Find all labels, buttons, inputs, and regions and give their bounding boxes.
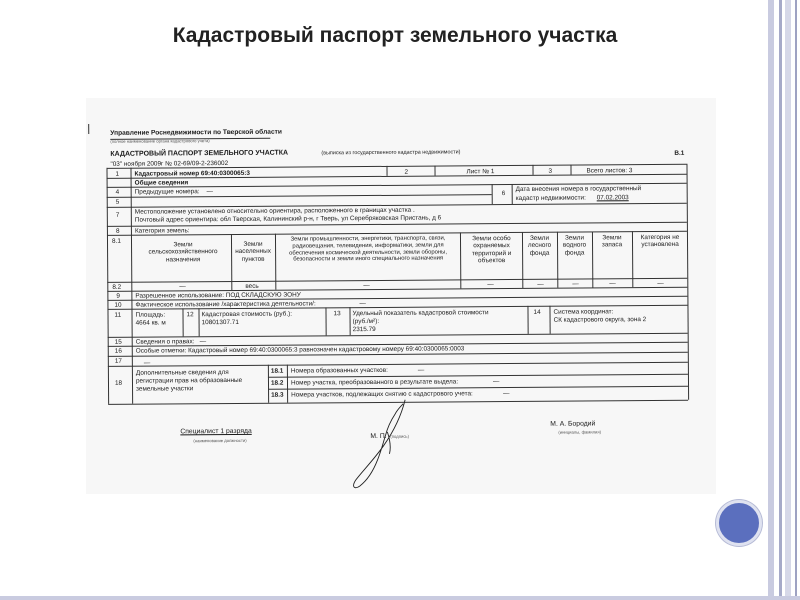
location-description: Местоположение установлено относительно ориентира, расположенного в границах участка . bbox=[134, 206, 415, 216]
slide-nav-button[interactable] bbox=[716, 500, 762, 546]
category-industry: Земли промышленности, энергетики, транспорта, связи, радиовещания, телевидения, информатики, земли для обеспечения космической деятельности, земли обороны, безопасности и земли иного специального назначения bbox=[289, 235, 448, 263]
additional-info: регистрации прав на образованные bbox=[135, 376, 243, 385]
margin-mark bbox=[88, 124, 89, 134]
coordinate-system: СК кадастрового округа, зона 2 bbox=[553, 316, 647, 324]
category-not-set: Категория не установлена bbox=[640, 233, 680, 249]
land-category-label: Категория земель: bbox=[134, 227, 190, 235]
row-number: 18.1 bbox=[270, 367, 284, 375]
category-forest: Земли лесного фонда bbox=[527, 234, 552, 257]
row-number: 14 bbox=[533, 308, 541, 316]
row-number: 11 bbox=[114, 311, 122, 319]
heading-note: (выписка из государственного кадастра недвижимости) bbox=[321, 149, 461, 157]
row-number: 6 bbox=[501, 190, 506, 198]
registration-date: 07.02.2003 bbox=[596, 194, 629, 202]
area-label: Площадь: bbox=[135, 311, 166, 319]
actual-use-value: — bbox=[359, 300, 366, 308]
slide-title: Кадастровый паспорт земельного участка bbox=[172, 24, 618, 47]
rights-info-value: — bbox=[199, 338, 207, 346]
row-number: 16 bbox=[114, 347, 122, 355]
category-value: — bbox=[537, 280, 544, 288]
category-water: Земли водного фонда bbox=[562, 234, 587, 257]
general-section: Общие сведения bbox=[134, 179, 189, 187]
scanned-document bbox=[86, 98, 716, 494]
position-note: (наименование должности) bbox=[193, 437, 247, 444]
specific-value-unit: (руб./м²): bbox=[352, 317, 380, 326]
agency-name: Управление Роснедвижимости по Тверской области bbox=[110, 128, 282, 137]
category-value: — bbox=[363, 282, 370, 290]
row-number: 17 bbox=[114, 357, 122, 365]
row-number: 2 bbox=[404, 168, 409, 176]
category-agricultural: Земли сельскохозяйственного назначения bbox=[148, 241, 218, 264]
row-number: 15 bbox=[114, 338, 122, 346]
category-reserve: Земли запаса bbox=[601, 234, 623, 249]
area-value: 4664 кв. м bbox=[135, 319, 166, 327]
permitted-use: Разрешенное использование: ПОД СКЛАДСКУЮ ЗОНУ bbox=[135, 291, 301, 300]
form-code: В.1 bbox=[674, 149, 685, 157]
category-protected: Земли особо охраняемых территорий и объектов bbox=[471, 235, 512, 265]
row-number: 18 bbox=[114, 379, 123, 387]
actual-use: Фактическое использование /характеристика деятельности/: bbox=[135, 300, 316, 309]
specific-value: 2315.79 bbox=[352, 325, 376, 334]
registration-date-label: кадастр недвижимости: bbox=[515, 194, 586, 203]
transformed-plot: Номер участка, преобразованного в результате выдела: bbox=[290, 378, 459, 387]
specialist-position: Специалист 1 разряда bbox=[180, 427, 252, 436]
signature-note: (подпись) bbox=[390, 433, 410, 439]
row-number: 3 bbox=[548, 167, 553, 175]
cadastral-number: Кадастровый номер 69:40:0300065:3 bbox=[134, 169, 250, 178]
row-number: 10 bbox=[114, 301, 122, 309]
decorative-border bbox=[766, 0, 800, 600]
removed-plots: Номера участков, подлежащих снятию с кадастрового учета: bbox=[291, 390, 473, 399]
previous-numbers-value: — bbox=[206, 188, 214, 196]
name-note: (инициалы, фамилия) bbox=[558, 429, 602, 435]
border-stripe bbox=[779, 0, 782, 600]
transformed-plot-value: — bbox=[492, 378, 500, 386]
category-value: — bbox=[487, 281, 494, 289]
category-settlements: Земли населенных пунктов bbox=[235, 240, 271, 263]
document-date: "03" ноября 2009г № 02-69/09-2-236002 bbox=[110, 160, 229, 168]
registration-date-label: Дата внесения номера в государственный bbox=[515, 185, 642, 194]
row-number: 8.2 bbox=[112, 283, 122, 291]
row-number: 13 bbox=[333, 310, 341, 318]
row-number: 18.3 bbox=[271, 391, 284, 399]
agency-note: (полное наименование органа кадастрового учета) bbox=[110, 138, 210, 144]
formed-plots: Номера образованных участков: bbox=[290, 366, 388, 375]
handwritten-signature bbox=[343, 396, 424, 493]
row-number: 8.1 bbox=[111, 237, 121, 245]
border-stripe bbox=[785, 0, 791, 600]
previous-numbers: Предыдущие номера: bbox=[134, 188, 200, 196]
row-number: 5 bbox=[115, 198, 120, 206]
cadastral-value: 10801307.71 bbox=[201, 318, 239, 327]
coordinate-system-label: Система координат: bbox=[553, 308, 614, 316]
total-sheets: Всего листов: 3 bbox=[586, 167, 633, 175]
official-name: М. А. Бородий bbox=[550, 420, 596, 428]
category-value: — bbox=[179, 283, 186, 291]
row-number: 18.2 bbox=[270, 379, 284, 387]
specific-value-label: Удельный показатель кадастровой стоимости bbox=[352, 309, 489, 318]
row-number: 7 bbox=[115, 211, 120, 219]
border-stripe bbox=[768, 0, 774, 600]
row-number: 12 bbox=[186, 311, 194, 319]
row-number: 1 bbox=[115, 170, 120, 178]
category-value: — bbox=[572, 280, 579, 288]
category-value: — bbox=[657, 279, 664, 288]
row-number: 9 bbox=[116, 292, 120, 300]
document-heading: КАДАСТРОВЫЙ ПАСПОРТ ЗЕМЕЛЬНОГО УЧАСТКА bbox=[110, 149, 289, 158]
additional-info: Дополнительные сведения для bbox=[135, 369, 229, 377]
cadastral-value-label: Кадастровая стоимость (руб.): bbox=[201, 310, 293, 319]
cadastral-passport bbox=[86, 94, 719, 494]
row-number: 4 bbox=[115, 188, 120, 196]
special-notes: Особые отметки: Кадастровый номер 69:40:0300065:3 равнозначен кадастровому номеру 69:40:0300065:0003 bbox=[135, 345, 465, 355]
sheet-number: Лист № 1 bbox=[466, 168, 495, 176]
category-value: — bbox=[609, 280, 616, 288]
category-value-settlements: весь bbox=[245, 282, 259, 290]
row17-value: — bbox=[143, 359, 151, 367]
removed-plots-value: — bbox=[503, 390, 510, 398]
stamp-mark: М. П. bbox=[370, 432, 387, 441]
additional-info: земельные участки bbox=[136, 385, 194, 393]
formed-plots-value: — bbox=[417, 366, 425, 374]
border-stripe bbox=[795, 0, 797, 600]
rights-info: Сведения о правах: bbox=[135, 338, 195, 346]
postal-address: Почтовый адрес ориентира: обл Тверская, Калининский р-н, г Тверь, ул Серебряковская Пристань, д 6 bbox=[134, 214, 442, 224]
bottom-border bbox=[0, 596, 800, 600]
row-number: 8 bbox=[115, 227, 120, 235]
